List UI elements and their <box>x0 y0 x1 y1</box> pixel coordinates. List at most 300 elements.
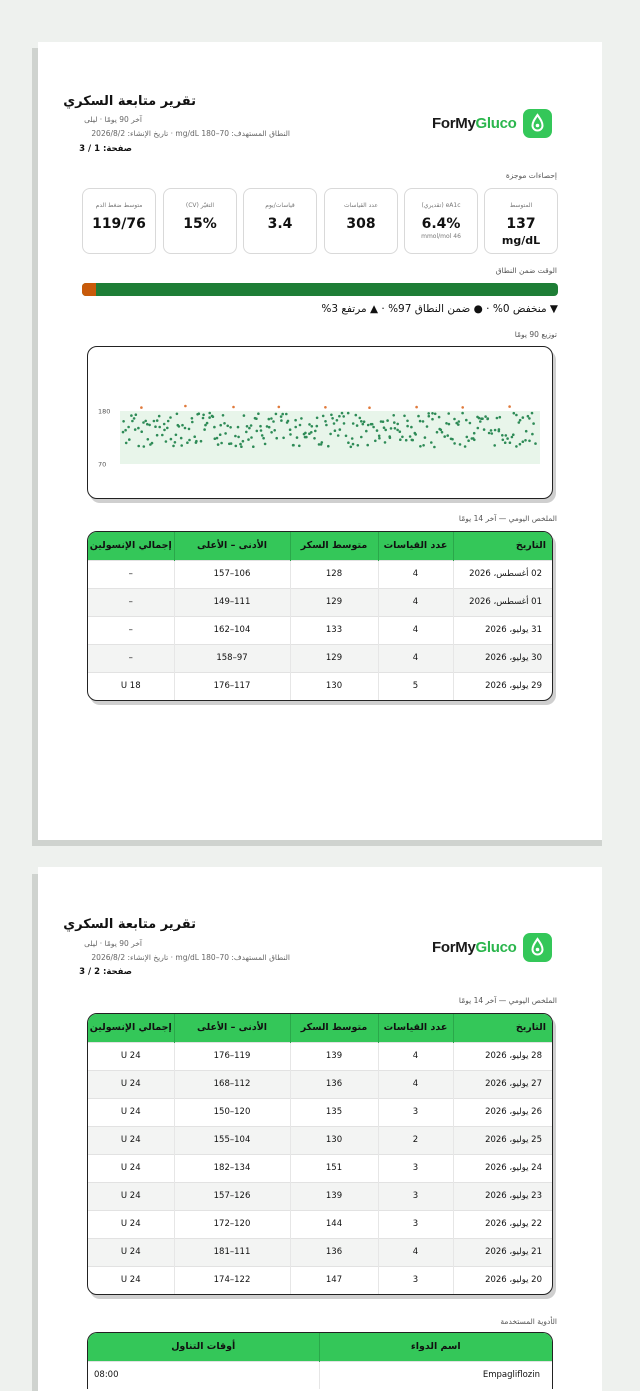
point-in-range <box>156 434 159 437</box>
table-cell: 111–181 <box>174 1238 290 1266</box>
point-in-range <box>347 412 350 415</box>
point-in-range <box>257 412 260 415</box>
table-cell: 117–176 <box>174 672 290 700</box>
point-in-range <box>445 422 448 425</box>
point-in-range <box>451 438 454 441</box>
point-in-range <box>359 417 362 420</box>
point-in-range <box>419 445 422 448</box>
point-in-range <box>479 420 482 423</box>
table-cell: 120–172 <box>174 1210 290 1238</box>
table-cell: 139 <box>290 1042 378 1070</box>
point-in-range <box>477 427 480 430</box>
point-in-range <box>122 431 125 434</box>
scatter-chart <box>87 346 553 499</box>
table-row <box>88 1361 552 1389</box>
point-in-range <box>280 415 283 418</box>
point-in-range <box>239 443 242 446</box>
table-row <box>88 1210 553 1238</box>
table-row <box>88 644 553 672</box>
point-in-range <box>499 416 502 419</box>
table-cell: 4 <box>378 1238 453 1266</box>
point-in-range <box>143 445 146 448</box>
table-cell: 3 <box>378 1210 453 1238</box>
table-cell: 4 <box>378 1070 453 1098</box>
point-in-range <box>224 432 227 435</box>
table-cell: 01 أغسطس، 2026 <box>453 588 553 616</box>
point-in-range <box>362 423 365 426</box>
point-in-range <box>406 420 409 423</box>
point-in-range <box>259 425 262 428</box>
point-in-range <box>289 433 292 436</box>
point-in-range <box>457 423 460 426</box>
table-cell: 3 <box>378 1266 453 1294</box>
point-in-range <box>250 424 253 427</box>
table-cell: – <box>88 644 174 672</box>
point-in-range <box>356 424 359 427</box>
point-in-range <box>336 419 339 422</box>
point-in-range <box>247 438 250 441</box>
table-cell: 97–158 <box>174 644 290 672</box>
point-in-range <box>469 422 472 425</box>
point-in-range <box>208 416 211 419</box>
point-in-range <box>176 413 179 416</box>
point-in-range <box>378 437 381 440</box>
point-in-range <box>137 427 140 430</box>
table-cell: 4 <box>378 616 453 644</box>
point-in-range <box>188 428 191 431</box>
table-cell: 4 <box>378 560 453 588</box>
point-in-range <box>310 431 313 434</box>
point-in-range <box>206 422 209 425</box>
point-in-range <box>422 420 425 423</box>
point-in-range <box>389 437 392 440</box>
table-row <box>88 1098 553 1126</box>
table-cell: 104–162 <box>174 616 290 644</box>
point-high <box>184 405 187 408</box>
page-number: صفحة: 1 / 3 <box>79 144 132 154</box>
table-cell: 3 <box>378 1098 453 1126</box>
point-in-range <box>208 412 211 415</box>
logo-text: ForMyGluco <box>432 115 517 132</box>
table-cell: 144 <box>290 1210 378 1238</box>
point-in-range <box>338 415 341 418</box>
point-in-range <box>396 429 399 432</box>
table-cell: 25 يوليو، 2026 <box>453 1126 553 1154</box>
point-in-range <box>487 417 490 420</box>
point-in-range <box>134 428 137 431</box>
point-in-range <box>234 435 237 438</box>
point-in-range <box>165 440 168 443</box>
table-cell: 24 U <box>88 1238 174 1266</box>
point-in-range <box>180 444 183 447</box>
logo-text-p2: ForMyGluco <box>432 939 517 956</box>
point-in-range <box>270 417 273 420</box>
table-cell: 5 <box>378 672 453 700</box>
point-in-range <box>334 429 337 432</box>
table-cell: 135 <box>290 1098 378 1126</box>
y-tick-label: 180 <box>98 407 111 416</box>
point-in-range <box>198 412 201 415</box>
point-in-range <box>195 440 198 443</box>
point-in-range <box>220 442 223 445</box>
report-target-meta-p2: النطاق المستهدف: 70–180 mg/dL · تاريخ الإنشاء: 2026/8/2 <box>91 953 290 962</box>
table-cell: 24 U <box>88 1098 174 1126</box>
point-in-range <box>158 415 161 418</box>
point-in-range <box>135 413 138 416</box>
page-number-p2: صفحة: 2 / 3 <box>79 967 132 977</box>
target-range-band <box>120 411 540 464</box>
table-cell: 2 <box>378 1126 453 1154</box>
point-in-range <box>426 425 429 428</box>
point-in-range <box>467 439 470 442</box>
point-in-range <box>178 425 181 428</box>
point-in-range <box>327 445 330 448</box>
table-cell: 29 يوليو، 2026 <box>453 672 553 700</box>
point-in-range <box>166 427 169 430</box>
point-in-range <box>252 445 255 448</box>
table-cell: 24 يوليو، 2026 <box>453 1154 553 1182</box>
point-in-range <box>524 439 527 442</box>
point-in-range <box>515 414 518 417</box>
point-in-range <box>431 412 434 415</box>
point-in-range <box>505 434 508 437</box>
point-in-range <box>193 435 196 438</box>
drop-icon <box>523 933 552 962</box>
point-in-range <box>313 437 316 440</box>
point-in-range <box>217 443 220 446</box>
point-in-range <box>433 446 436 449</box>
point-in-range <box>374 440 377 443</box>
medications-label: الأدوية المستخدمة <box>500 1317 557 1326</box>
point-in-range <box>496 417 499 420</box>
point-in-range <box>153 420 156 423</box>
table-cell: 130 <box>290 672 378 700</box>
point-in-range <box>308 423 311 426</box>
medications-table <box>87 1332 553 1389</box>
point-in-range <box>180 437 183 440</box>
point-in-range <box>434 413 437 416</box>
table-cell: 4 <box>378 1042 453 1070</box>
point-in-range <box>393 421 396 424</box>
point-in-range <box>163 429 166 432</box>
point-in-range <box>147 438 150 441</box>
point-in-range <box>518 421 521 424</box>
point-in-range <box>501 434 504 437</box>
point-in-range <box>133 417 136 420</box>
report-target-meta: النطاق المستهدف: 70–180 mg/dL · تاريخ الإنشاء: 2026/8/2 <box>91 129 290 138</box>
point-in-range <box>324 420 327 423</box>
point-in-range <box>394 427 397 430</box>
y-tick-label: 70 <box>98 460 107 469</box>
point-in-range <box>331 417 334 420</box>
daily1-header-2: متوسط السكر <box>290 532 378 560</box>
point-in-range <box>212 415 215 418</box>
point-in-range <box>399 430 402 433</box>
point-in-range <box>298 445 301 448</box>
tir-high-segment <box>82 283 96 296</box>
daily1-header-0: التاريخ <box>453 532 553 560</box>
table-cell: 106–157 <box>174 560 290 588</box>
point-in-range <box>440 429 443 432</box>
point-in-range <box>214 437 217 440</box>
meds-header-0: اسم الدواء <box>319 1333 552 1361</box>
point-in-range <box>191 417 194 420</box>
point-in-range <box>465 419 468 422</box>
table-cell: 4 <box>378 644 453 672</box>
point-in-range <box>367 424 370 427</box>
point-in-range <box>431 418 434 421</box>
meds-header-1: أوقات التناول <box>88 1333 319 1361</box>
daily2-header-4: إجمالي الإنسولين <box>88 1014 174 1042</box>
point-in-range <box>365 430 368 433</box>
daily-summary-table-2 <box>87 1013 553 1295</box>
daily1-header-1: عدد القياسات <box>378 532 453 560</box>
point-in-range <box>130 414 133 417</box>
point-in-range <box>246 425 249 428</box>
point-in-range <box>498 428 501 431</box>
point-in-range <box>184 427 187 430</box>
point-in-range <box>156 419 159 422</box>
point-in-range <box>316 425 319 428</box>
table-row <box>88 672 553 700</box>
table-cell: 130 <box>290 1126 378 1154</box>
stat-readings-per-day: قياسات/يوم 3.4 <box>243 188 317 254</box>
point-in-range <box>314 430 317 433</box>
point-in-range <box>519 443 522 446</box>
point-in-range <box>342 415 345 418</box>
point-in-range <box>447 412 450 415</box>
table-cell: 136 <box>290 1070 378 1098</box>
table-row <box>88 560 553 588</box>
point-in-range <box>329 433 332 436</box>
point-in-range <box>345 435 348 438</box>
point-in-range <box>146 423 149 426</box>
chart-label: توزيع 90 يومًا <box>514 330 557 339</box>
point-in-range <box>242 440 245 443</box>
point-in-range <box>128 438 131 441</box>
report-title-p2: تقرير متابعة السكري <box>63 917 196 932</box>
point-in-range <box>304 432 307 435</box>
point-in-range <box>175 434 178 437</box>
point-in-range <box>229 426 232 429</box>
daily2-header-0: التاريخ <box>453 1014 553 1042</box>
brand-logo-p2 <box>432 933 552 962</box>
table-cell: 08:00 <box>88 1361 319 1389</box>
point-in-range <box>458 420 461 423</box>
table-cell: 120–150 <box>174 1098 290 1126</box>
point-in-range <box>372 426 375 429</box>
point-in-range <box>493 444 496 447</box>
point-in-range <box>453 418 456 421</box>
point-in-range <box>424 436 427 439</box>
point-in-range <box>491 432 494 435</box>
point-in-range <box>453 442 456 445</box>
table-cell: 26 يوليو، 2026 <box>453 1098 553 1126</box>
point-in-range <box>275 413 278 416</box>
point-in-range <box>481 417 484 420</box>
table-cell: 133 <box>290 616 378 644</box>
point-in-range <box>531 433 534 436</box>
point-in-range <box>161 434 164 437</box>
point-in-range <box>473 439 476 442</box>
point-in-range <box>483 428 486 431</box>
daily2-header-1: عدد القياسات <box>378 1014 453 1042</box>
point-in-range <box>148 424 151 427</box>
point-in-range <box>255 417 258 420</box>
point-in-range <box>296 436 299 439</box>
point-in-range <box>282 437 285 440</box>
point-in-range <box>158 426 161 429</box>
point-in-range <box>222 414 225 417</box>
daily2-header-2: متوسط السكر <box>290 1014 378 1042</box>
point-in-range <box>405 439 408 442</box>
point-in-range <box>383 426 386 429</box>
table-cell: 24 U <box>88 1070 174 1098</box>
table-cell: 27 يوليو، 2026 <box>453 1070 553 1098</box>
point-in-range <box>250 436 253 439</box>
point-in-range <box>125 442 128 445</box>
brand-logo <box>432 109 552 138</box>
table-cell: 3 <box>378 1154 453 1182</box>
point-in-range <box>534 442 537 445</box>
table-row <box>88 616 553 644</box>
point-in-range <box>532 422 535 425</box>
point-in-range <box>478 417 481 420</box>
table-cell: 122–174 <box>174 1266 290 1294</box>
table-row <box>88 1154 553 1182</box>
point-in-range <box>170 438 173 441</box>
daily1-header-4: إجمالي الإنسولين <box>88 532 174 560</box>
point-in-range <box>512 433 515 436</box>
point-in-range <box>169 416 172 419</box>
daily-summary-label-2: الملخص اليومي — آخر 14 يومًا <box>458 996 557 1005</box>
point-in-range <box>256 430 259 433</box>
point-in-range <box>341 412 344 415</box>
point-in-range <box>414 433 417 436</box>
point-in-range <box>525 430 528 433</box>
point-in-range <box>390 427 393 430</box>
point-in-range <box>403 415 406 418</box>
point-in-range <box>504 441 507 444</box>
point-in-range <box>502 439 505 442</box>
table-cell: 31 يوليو، 2026 <box>453 616 553 644</box>
stat-blood-pressure: متوسط ضغط الدم 119/76 <box>82 188 156 254</box>
drop-icon <box>523 109 552 138</box>
point-high <box>461 406 464 409</box>
table-cell: 136 <box>290 1238 378 1266</box>
table-cell: 119–176 <box>174 1042 290 1070</box>
table-row <box>88 1182 553 1210</box>
point-in-range <box>519 419 522 422</box>
point-in-range <box>399 438 402 441</box>
point-in-range <box>360 420 363 423</box>
point-in-range <box>466 436 469 439</box>
point-in-range <box>285 413 288 416</box>
point-in-range <box>352 422 355 425</box>
point-in-range <box>262 437 265 440</box>
table-cell: 104–155 <box>174 1126 290 1154</box>
point-high <box>368 406 371 409</box>
table-cell: 28 يوليو، 2026 <box>453 1042 553 1070</box>
point-in-range <box>422 444 425 447</box>
table-row <box>88 588 553 616</box>
point-in-range <box>219 433 222 436</box>
point-in-range <box>511 436 514 439</box>
point-in-range <box>245 431 248 434</box>
daily-summary-label-1: الملخص اليومي — آخر 14 يومًا <box>458 514 557 523</box>
report-period-p2: آخر 90 يومًا · ليلى <box>84 939 142 948</box>
point-in-range <box>280 419 283 422</box>
point-in-range <box>347 441 350 444</box>
point-in-range <box>410 426 413 429</box>
point-in-range <box>376 429 379 432</box>
point-in-range <box>406 425 409 428</box>
point-in-range <box>321 441 324 444</box>
point-in-range <box>384 441 387 444</box>
point-in-range <box>248 427 251 430</box>
point-in-range <box>528 440 531 443</box>
point-in-range <box>484 415 487 418</box>
point-in-range <box>272 420 275 423</box>
point-in-range <box>528 417 531 420</box>
stat-average: المتوسط 137 mg/dL <box>484 188 558 254</box>
table-row <box>88 1070 553 1098</box>
table-cell: 129 <box>290 644 378 672</box>
point-in-range <box>230 442 233 445</box>
point-in-range <box>443 435 446 438</box>
point-in-range <box>464 445 467 448</box>
tir-legend: ▼ منخفض 0% · ● ضمن النطاق 97% · ▲ مرتفع 3% <box>321 303 558 315</box>
point-in-range <box>154 425 157 428</box>
table-cell: 20 يوليو، 2026 <box>453 1266 553 1294</box>
point-in-range <box>531 412 534 415</box>
point-in-range <box>261 434 264 437</box>
point-in-range <box>427 412 430 415</box>
tir-label: الوقت ضمن النطاق <box>495 266 557 275</box>
point-in-range <box>392 414 395 417</box>
point-in-range <box>322 415 325 418</box>
point-in-range <box>240 445 243 448</box>
point-in-range <box>270 431 273 434</box>
point-in-range <box>127 426 130 429</box>
point-in-range <box>506 437 509 440</box>
table-cell: 23 يوليو، 2026 <box>453 1182 553 1210</box>
table-cell: 24 U <box>88 1154 174 1182</box>
point-high <box>415 406 418 409</box>
table-cell: 151 <box>290 1154 378 1182</box>
table-cell: 139 <box>290 1182 378 1210</box>
point-in-range <box>186 441 189 444</box>
point-in-range <box>131 420 134 423</box>
point-in-range <box>316 417 319 420</box>
point-in-range <box>264 443 267 446</box>
point-in-range <box>281 413 284 416</box>
point-in-range <box>522 440 525 443</box>
point-in-range <box>337 434 340 437</box>
point-in-range <box>216 437 219 440</box>
point-in-range <box>409 435 412 438</box>
table-cell: 18 U <box>88 672 174 700</box>
point-in-range <box>430 441 433 444</box>
point-in-range <box>237 436 240 439</box>
point-in-range <box>300 417 303 420</box>
point-in-range <box>174 441 177 444</box>
point-in-range <box>305 436 308 439</box>
point-in-range <box>330 414 333 417</box>
point-in-range <box>188 439 191 442</box>
point-in-range <box>140 430 143 433</box>
point-in-range <box>386 419 389 422</box>
